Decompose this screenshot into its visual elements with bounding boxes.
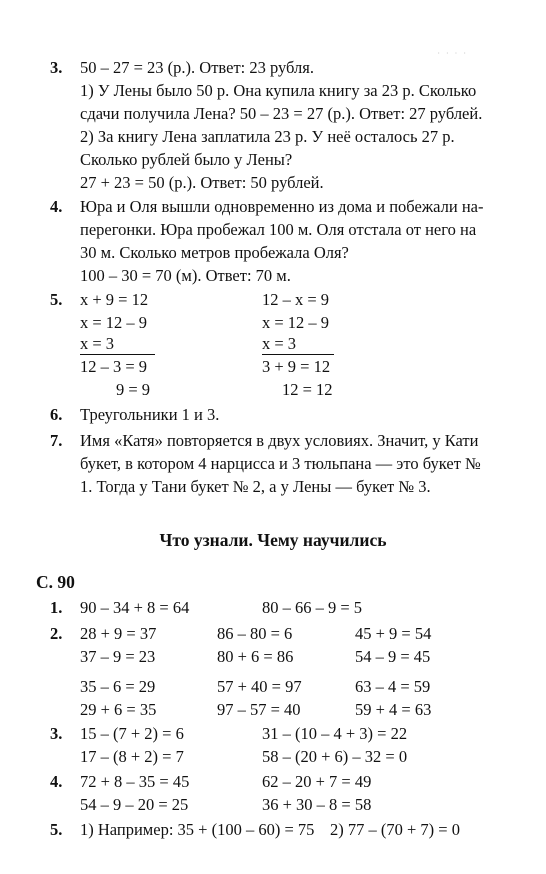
equation-right-line-1: 12 – x = 9 [262, 290, 330, 309]
section-heading: Что узнали. Чему научились [159, 530, 387, 550]
problem-3-line-5: Сколько рублей было у Лены? [80, 150, 293, 169]
problem-3-line-2: 1) У Лены было 50 р. Она купила книгу за 23 р. Сколько [80, 81, 477, 100]
problem-3-line-1: 50 – 27 = 23 (р.). Ответ: 23 рубля. [80, 58, 314, 77]
exercise-2-r4c2: 97 – 57 = 40 [217, 700, 301, 719]
exercise-2-r3c3: 63 – 4 = 59 [355, 677, 431, 696]
exercise-1-expr-a: 90 – 34 + 8 = 64 [80, 598, 190, 617]
exercise-2-r3c2: 57 + 40 = 97 [217, 677, 302, 696]
exercise-3-number: 3. [50, 724, 63, 743]
problem-7-line-2: букет, в котором 4 нарцисса и 3 тюльпана — это букет № [80, 454, 481, 473]
equation-left-answer: x = 3 [80, 334, 155, 355]
exercise-1-expr-b: 80 – 66 – 9 = 5 [262, 598, 363, 617]
problem-4-number: 4. [50, 197, 63, 216]
exercise-4-r1c2: 62 – 20 + 7 = 49 [262, 772, 372, 791]
equation-left-check-result: 9 = 9 [116, 380, 151, 399]
exercise-2-r2c1: 37 – 9 = 23 [80, 647, 156, 666]
equation-right-check-result: 12 = 12 [282, 380, 333, 399]
equation-right-check: 3 + 9 = 12 [262, 357, 331, 376]
exercise-3-r1c1: 15 – (7 + 2) = 6 [80, 724, 184, 743]
equation-right-line-2: x = 12 – 9 [262, 313, 330, 332]
equation-left-line-2: x = 12 – 9 [80, 313, 148, 332]
exercise-1-number: 1. [50, 598, 63, 617]
equation-left-check: 12 – 3 = 9 [80, 357, 148, 376]
exercise-5-part-2: 2) 77 – (70 + 7) = 0 [330, 820, 460, 839]
problem-7-line-3: 1. Тогда у Тани букет № 2, а у Лены — букет № 3. [80, 477, 431, 496]
exercise-3-r2c1: 17 – (8 + 2) = 7 [80, 747, 184, 766]
exercise-2-r2c3: 54 – 9 = 45 [355, 647, 431, 666]
exercise-2-r1c2: 86 – 80 = 6 [217, 624, 293, 643]
exercise-2-number: 2. [50, 624, 63, 643]
exercise-2-r4c3: 59 + 4 = 63 [355, 700, 432, 719]
page-section-label: С. 90 [36, 572, 75, 592]
problem-3-line-4: 2) За книгу Лена заплатила 23 р. У неё осталось 27 р. [80, 127, 455, 146]
problem-6-text: Треугольники 1 и 3. [80, 405, 220, 424]
exercise-4-number: 4. [50, 772, 63, 791]
exercise-3-r1c2: 31 – (10 – 4 + 3) = 22 [262, 724, 408, 743]
problem-7-number: 7. [50, 431, 63, 450]
problem-4-line-1: Юра и Оля вышли одновременно из дома и побежали на- [80, 197, 484, 216]
exercise-2-r3c1: 35 – 6 = 29 [80, 677, 156, 696]
equation-right-answer: x = 3 [262, 334, 334, 355]
problem-4-line-2: перегонки. Юра пробежал 100 м. Оля отстала от него на [80, 220, 477, 239]
equation-left-line-1: x + 9 = 12 [80, 290, 149, 309]
problem-3-number: 3. [50, 58, 63, 77]
problem-6-number: 6. [50, 405, 63, 424]
problem-4-line-4: 100 – 30 = 70 (м). Ответ: 70 м. [80, 266, 291, 285]
exercise-5-part-1: 1) Например: 35 + (100 – 60) = 75 [80, 820, 315, 839]
scan-artifact: · · · · [437, 49, 468, 58]
problem-3-line-6: 27 + 23 = 50 (р.). Ответ: 50 рублей. [80, 173, 324, 192]
problem-7-line-1: Имя «Катя» повторяется в двух условиях. Значит, у Кати [80, 431, 479, 450]
exercise-4-r2c2: 36 + 30 – 8 = 58 [262, 795, 372, 814]
problem-3-line-3: сдачи получила Лена? 50 – 23 = 27 (р.). Ответ: 27 рублей. [80, 104, 483, 123]
exercise-4-r2c1: 54 – 9 – 20 = 25 [80, 795, 189, 814]
exercise-2-r4c1: 29 + 6 = 35 [80, 700, 157, 719]
problem-5-number: 5. [50, 290, 63, 309]
exercise-4-r1c1: 72 + 8 – 35 = 45 [80, 772, 190, 791]
exercise-2-r2c2: 80 + 6 = 86 [217, 647, 294, 666]
exercise-5-number: 5. [50, 820, 63, 839]
exercise-2-r1c3: 45 + 9 = 54 [355, 624, 432, 643]
exercise-3-r2c2: 58 – (20 + 6) – 32 = 0 [262, 747, 408, 766]
problem-4-line-3: 30 м. Сколько метров пробежала Оля? [80, 243, 349, 262]
exercise-2-r1c1: 28 + 9 = 37 [80, 624, 157, 643]
